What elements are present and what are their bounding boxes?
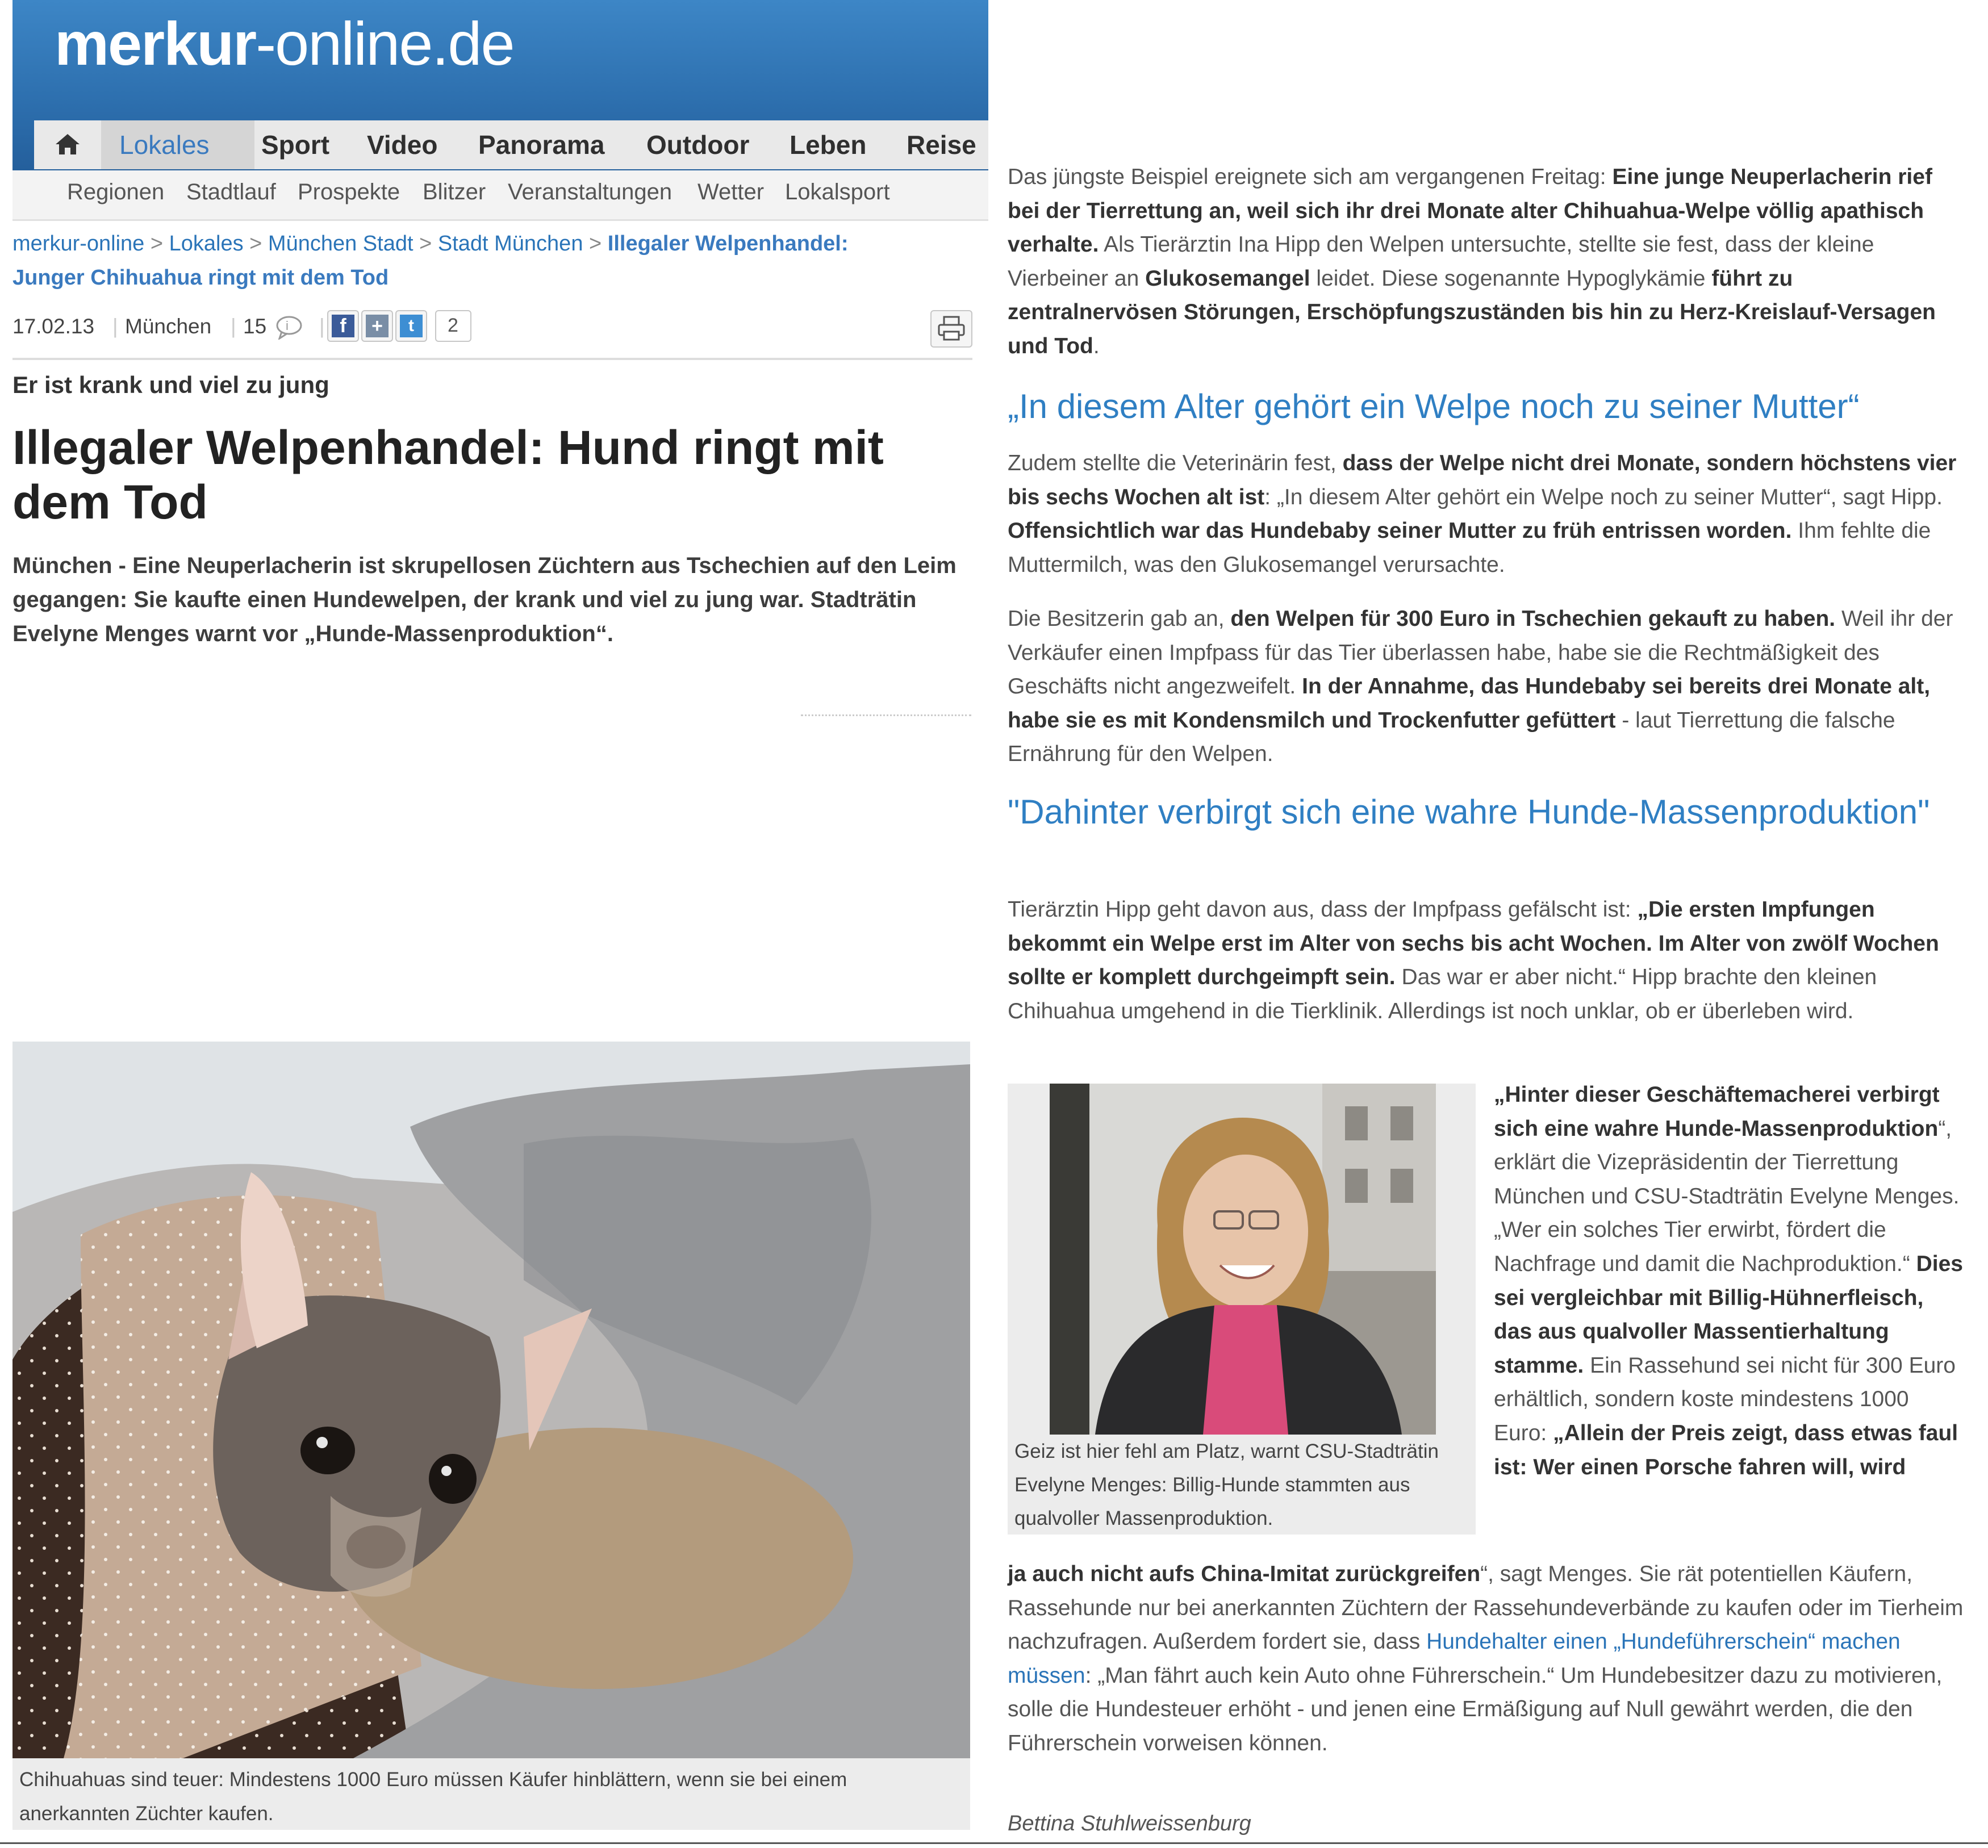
breadcrumb-current: Illegaler Welpenhandel: — [607, 232, 849, 256]
home-icon — [55, 133, 81, 156]
svg-text:i: i — [286, 319, 289, 333]
bottom-border — [0, 1842, 1988, 1844]
twitter-icon: t — [400, 315, 423, 337]
paragraph-2: Zudem stellte die Veterinärin fest, dass der Welpe nicht drei Monate, sondern höchstens vier bis sechs Wochen alt ist: „In diesem Alter gehört ein Welpe noch zu seiner Mutter“, sagt Hipp. Offensichtlich war das Hundebaby seiner Mutter zu früh entrissen worden. Ihm fehlte die Muttermilch, was den Glukosemangel verursachte. — [1008, 451, 1957, 577]
site-logo[interactable]: merkur-online.de — [55, 9, 514, 78]
meta-divider-line — [12, 358, 972, 360]
subheading-2: "Dahinter verbirgt sich eine wahre Hunde-Massenproduktion" — [1008, 793, 1930, 831]
breadcrumb-separator: > — [249, 232, 268, 256]
print-icon — [937, 316, 966, 341]
comment-icon[interactable] — [275, 315, 303, 340]
nav-item-video[interactable]: Video — [367, 130, 438, 160]
breadcrumb-separator: > — [589, 232, 608, 256]
main-nav — [34, 120, 988, 169]
chihuahua-photo[interactable] — [12, 1042, 970, 1758]
article-meta — [12, 310, 972, 350]
article-author: Bettina Stuhlweissenburg — [1008, 1812, 1251, 1836]
breadcrumb-lokales[interactable]: Lokales — [169, 232, 244, 256]
facebook-icon: f — [332, 315, 354, 337]
comment-count[interactable]: 15 — [243, 315, 267, 338]
subnav-blitzer[interactable]: Blitzer — [423, 179, 486, 204]
paragraph-3: Die Besitzerin gab an, den Welpen für 300 Euro in Tschechien gekauft zu haben. Weil ihr der Verkäufer einen Impfpass für das Tier überlassen habe, habe sie die Rechtmäßigkeit des Geschäfts nicht angezweifelt. In der Annahme, das Hundebaby sei bereits drei Monate alt, habe sie es mit Kondensmilch und Trockenfutter gefüttert - laut Tierrettung die falsche Ernährung für den Welpen. — [1008, 607, 1953, 767]
breadcrumb-separator: > — [419, 232, 438, 256]
twitter-share-button[interactable] — [395, 310, 427, 342]
paragraph-6: ja auch nicht aufs China-Imitat zurückgreifen“, sagt Menges. Sie rät potentiellen Käufern, Rassehunde nur bei anerkannten Züchtern der Rassehundeverbände zu kaufen oder im Tierheim nachzufragen. Außerdem fordert sie, dass Hundehalter einen „Hundeführerschein“ machen müssen: „Man fährt auch kein Auto ohne Führerschein.“ Um Hundebesitzer dazu zu motivieren, solle die Hundesteuer erhöht - und jenen eine Ermäßigung auf Null gewährt werden, die den Führerschein vorweisen können. — [1008, 1562, 1964, 1755]
print-button[interactable] — [930, 310, 972, 348]
breadcrumb-muenchen-stadt[interactable]: München Stadt — [268, 232, 414, 256]
nav-item-panorama[interactable]: Panorama — [478, 130, 605, 160]
breadcrumb-merkur-online[interactable]: merkur-online — [12, 232, 145, 256]
dotted-separator — [801, 714, 971, 716]
paragraph-4: Tierärztin Hipp geht davon aus, dass der Impfpass gefälscht ist: „Die ersten Impfungen bekommt ein Welpe erst im Alter von sechs bis acht Wochen. Im Alter von zwölf Wochen sollte er komplett durchgeimpft sein. Das war er aber nicht.“ Hipp brachte den kleinen Chihuahua umgehend in die Tierklinik. Allerdings ist noch unklar, ob er überleben wird. — [1008, 897, 1939, 1023]
article-location: München — [125, 315, 212, 338]
nav-item-reise[interactable]: Reise — [907, 130, 976, 160]
nav-item-outdoor[interactable]: Outdoor — [646, 130, 750, 160]
breadcrumb-stadt-muenchen[interactable]: Stadt München — [437, 232, 583, 256]
subnav-wetter[interactable]: Wetter — [698, 179, 765, 204]
hundefuehrerschein-link[interactable]: Hundehalter einen „Hundeführerschein“ machen müssen — [1008, 1629, 1901, 1688]
nav-item-sport[interactable]: Sport — [261, 130, 330, 160]
subnav-prospekte[interactable]: Prospekte — [298, 179, 400, 204]
google-plus-share-button[interactable] — [361, 310, 393, 342]
plus-icon: + — [366, 315, 389, 337]
subnav-stadtlauf[interactable]: Stadtlauf — [186, 179, 276, 204]
sub-nav — [12, 170, 988, 221]
share-count: 2 — [435, 310, 471, 342]
photo-caption: Chihuahuas sind teuer: Mindestens 1000 Euro müssen Käufer hinblättern, wenn sie bei einem anerkannten Züchter kaufen. — [19, 1768, 847, 1825]
nav-home[interactable] — [34, 120, 101, 169]
evelyne-menges-photo[interactable] — [1050, 1084, 1436, 1435]
article-headline: Illegaler Welpenhandel: Hund ringt mit dem Tod — [12, 421, 884, 529]
paragraph-5: „Hinter dieser Geschäftemacherei verbirgt sich eine wahre Hunde-Massenproduktion“, erklärt die Vizepräsidentin der Tierrettung München und CSU-Stadträtin Evelyne Menges. „Wer ein solches Tier erwirbt, fördert die Nachfrage und damit die Nachproduktion.“ Dies sei vergleichbar mit Billig-Hühnerfleisch, das aus qualvoller Massentierhaltung stamme. Ein Rassehund sei nicht für 300 Euro erhältlich, sondern koste mindestens 1000 Euro: „Allein der Preis zeigt, dass etwas faul ist: Wer einen Porsche fahren will, wird — [1494, 1082, 1963, 1479]
meta-divider: | — [112, 315, 118, 338]
paragraph-1: Das jüngste Beispiel ereignete sich am vergangenen Freitag: Eine junge Neuperlacherin rief bei der Tierrettung an, weil sich ihr drei Monate alter Chihuahua-Welpe völlig apathisch verhalte. Als Tierärztin Ina Hipp den Welpen untersuchte, stellte sie fest, dass der kleine Vierbeiner an Glukosemangel leidet. Diese sogenannte Hypoglykämie führt zu zentralnervösen Störungen, Erschöpfungszuständen bis hin zu Herz-Kreislauf-Versagen und Tod. — [1008, 165, 1936, 358]
breadcrumb — [12, 232, 849, 256]
article-date: 17.02.13 — [12, 315, 95, 338]
subnav-regionen[interactable]: Regionen — [67, 179, 165, 204]
subheading-1: „In diesem Alter gehört ein Welpe noch zu seiner Mutter“ — [1008, 387, 1860, 425]
subnav-lokalsport[interactable]: Lokalsport — [785, 179, 890, 204]
meta-divider: | — [231, 315, 236, 338]
article-lead: München - Eine Neuperlacherin ist skrupellosen Züchtern aus Tschechien auf den Leim gegangen: Sie kaufte einen Hundewelpen, der krank und viel zu jung war. Stadträtin Evelyne Menges warnt vor „Hunde-Massenproduktion“. — [12, 553, 957, 646]
article-kicker: Er ist krank und viel zu jung — [12, 371, 329, 398]
breadcrumb-separator: > — [150, 232, 169, 256]
facebook-share-button[interactable] — [327, 310, 359, 342]
breadcrumb-current-line2: Junger Chihuahua ringt mit dem Tod — [12, 266, 389, 290]
meta-divider: | — [319, 315, 325, 338]
nav-item-lokales[interactable]: Lokales — [101, 120, 254, 169]
subnav-veranstaltungen[interactable]: Veranstaltungen — [508, 179, 673, 204]
inset-photo-caption: Geiz ist hier fehl am Platz, warnt CSU-Stadträtin Evelyne Menges: Billig-Hunde stammten aus qualvoller Massenproduktion. — [1014, 1440, 1439, 1529]
nav-item-leben[interactable]: Leben — [790, 130, 867, 160]
